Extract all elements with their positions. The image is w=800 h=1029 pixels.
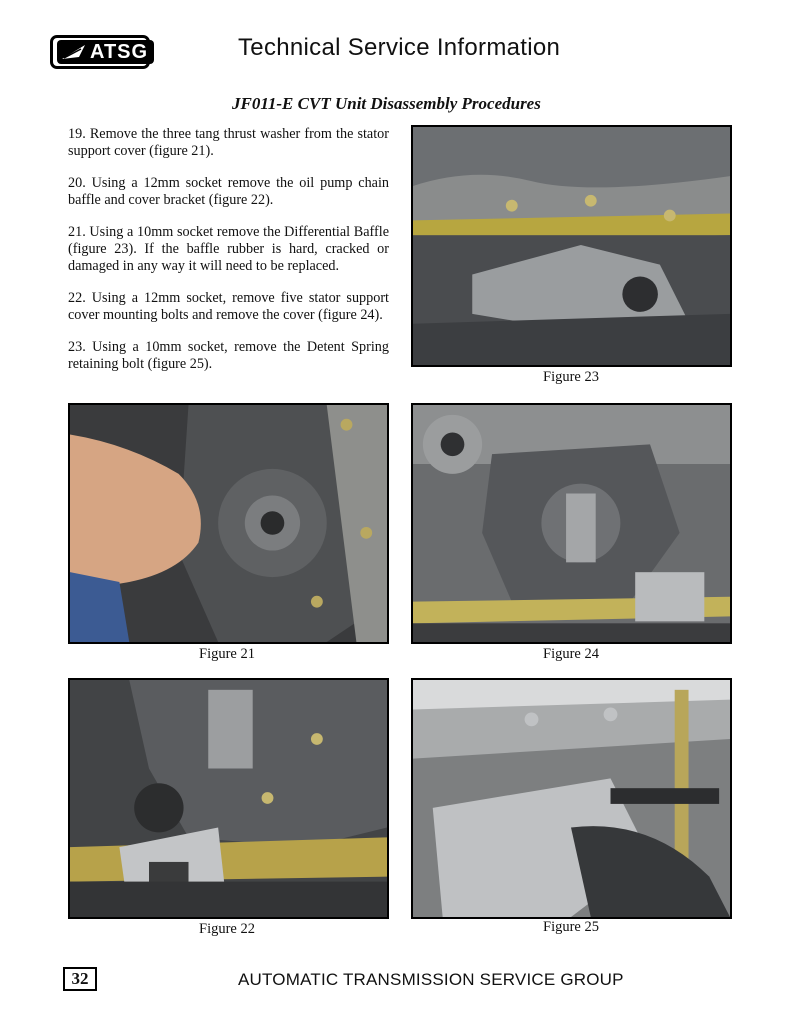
step-20: 20. Using a 12mm socket remove the oil pump chain baffle and cover bracket (figure 22). [68,175,389,208]
figure-24-photo [411,403,732,644]
figure-24-caption: Figure 24 [543,646,599,662]
figure-23-caption: Figure 23 [543,369,599,385]
section-subtitle: JF011-E CVT Unit Disassembly Procedures [232,94,541,113]
logo-text: ATSG [90,40,149,63]
figure-22-photo [68,678,389,919]
page-number: 32 [63,967,97,991]
atsg-logo [50,35,150,69]
footer-org: AUTOMATIC TRANSMISSION SERVICE GROUP [238,970,624,989]
figure-25-caption: Figure 25 [543,919,599,935]
figure-21-caption: Figure 21 [199,646,255,662]
figure-21-photo [68,403,389,644]
figure-25-photo [411,678,732,919]
step-19: 19. Remove the three tang thrust washer from the stator support cover (figure 21). [68,126,389,159]
step-23: 23. Using a 10mm socket, remove the Detent Spring retaining bolt (figure 25). [68,339,389,372]
procedure-steps [68,126,389,388]
figure-22-caption: Figure 22 [199,921,255,937]
step-22: 22. Using a 12mm socket, remove five stator support cover mounting bolts and remove the cover (figure 24). [68,290,389,323]
logo-swoosh-icon [61,43,87,61]
figure-23-photo [411,125,732,367]
step-21: 21. Using a 10mm socket remove the Differential Baffle (figure 23). If the baffle rubber is hard, cracked or damaged in any way it will need to be replaced. [68,224,389,274]
page-header-title: Technical Service Information [238,34,561,61]
